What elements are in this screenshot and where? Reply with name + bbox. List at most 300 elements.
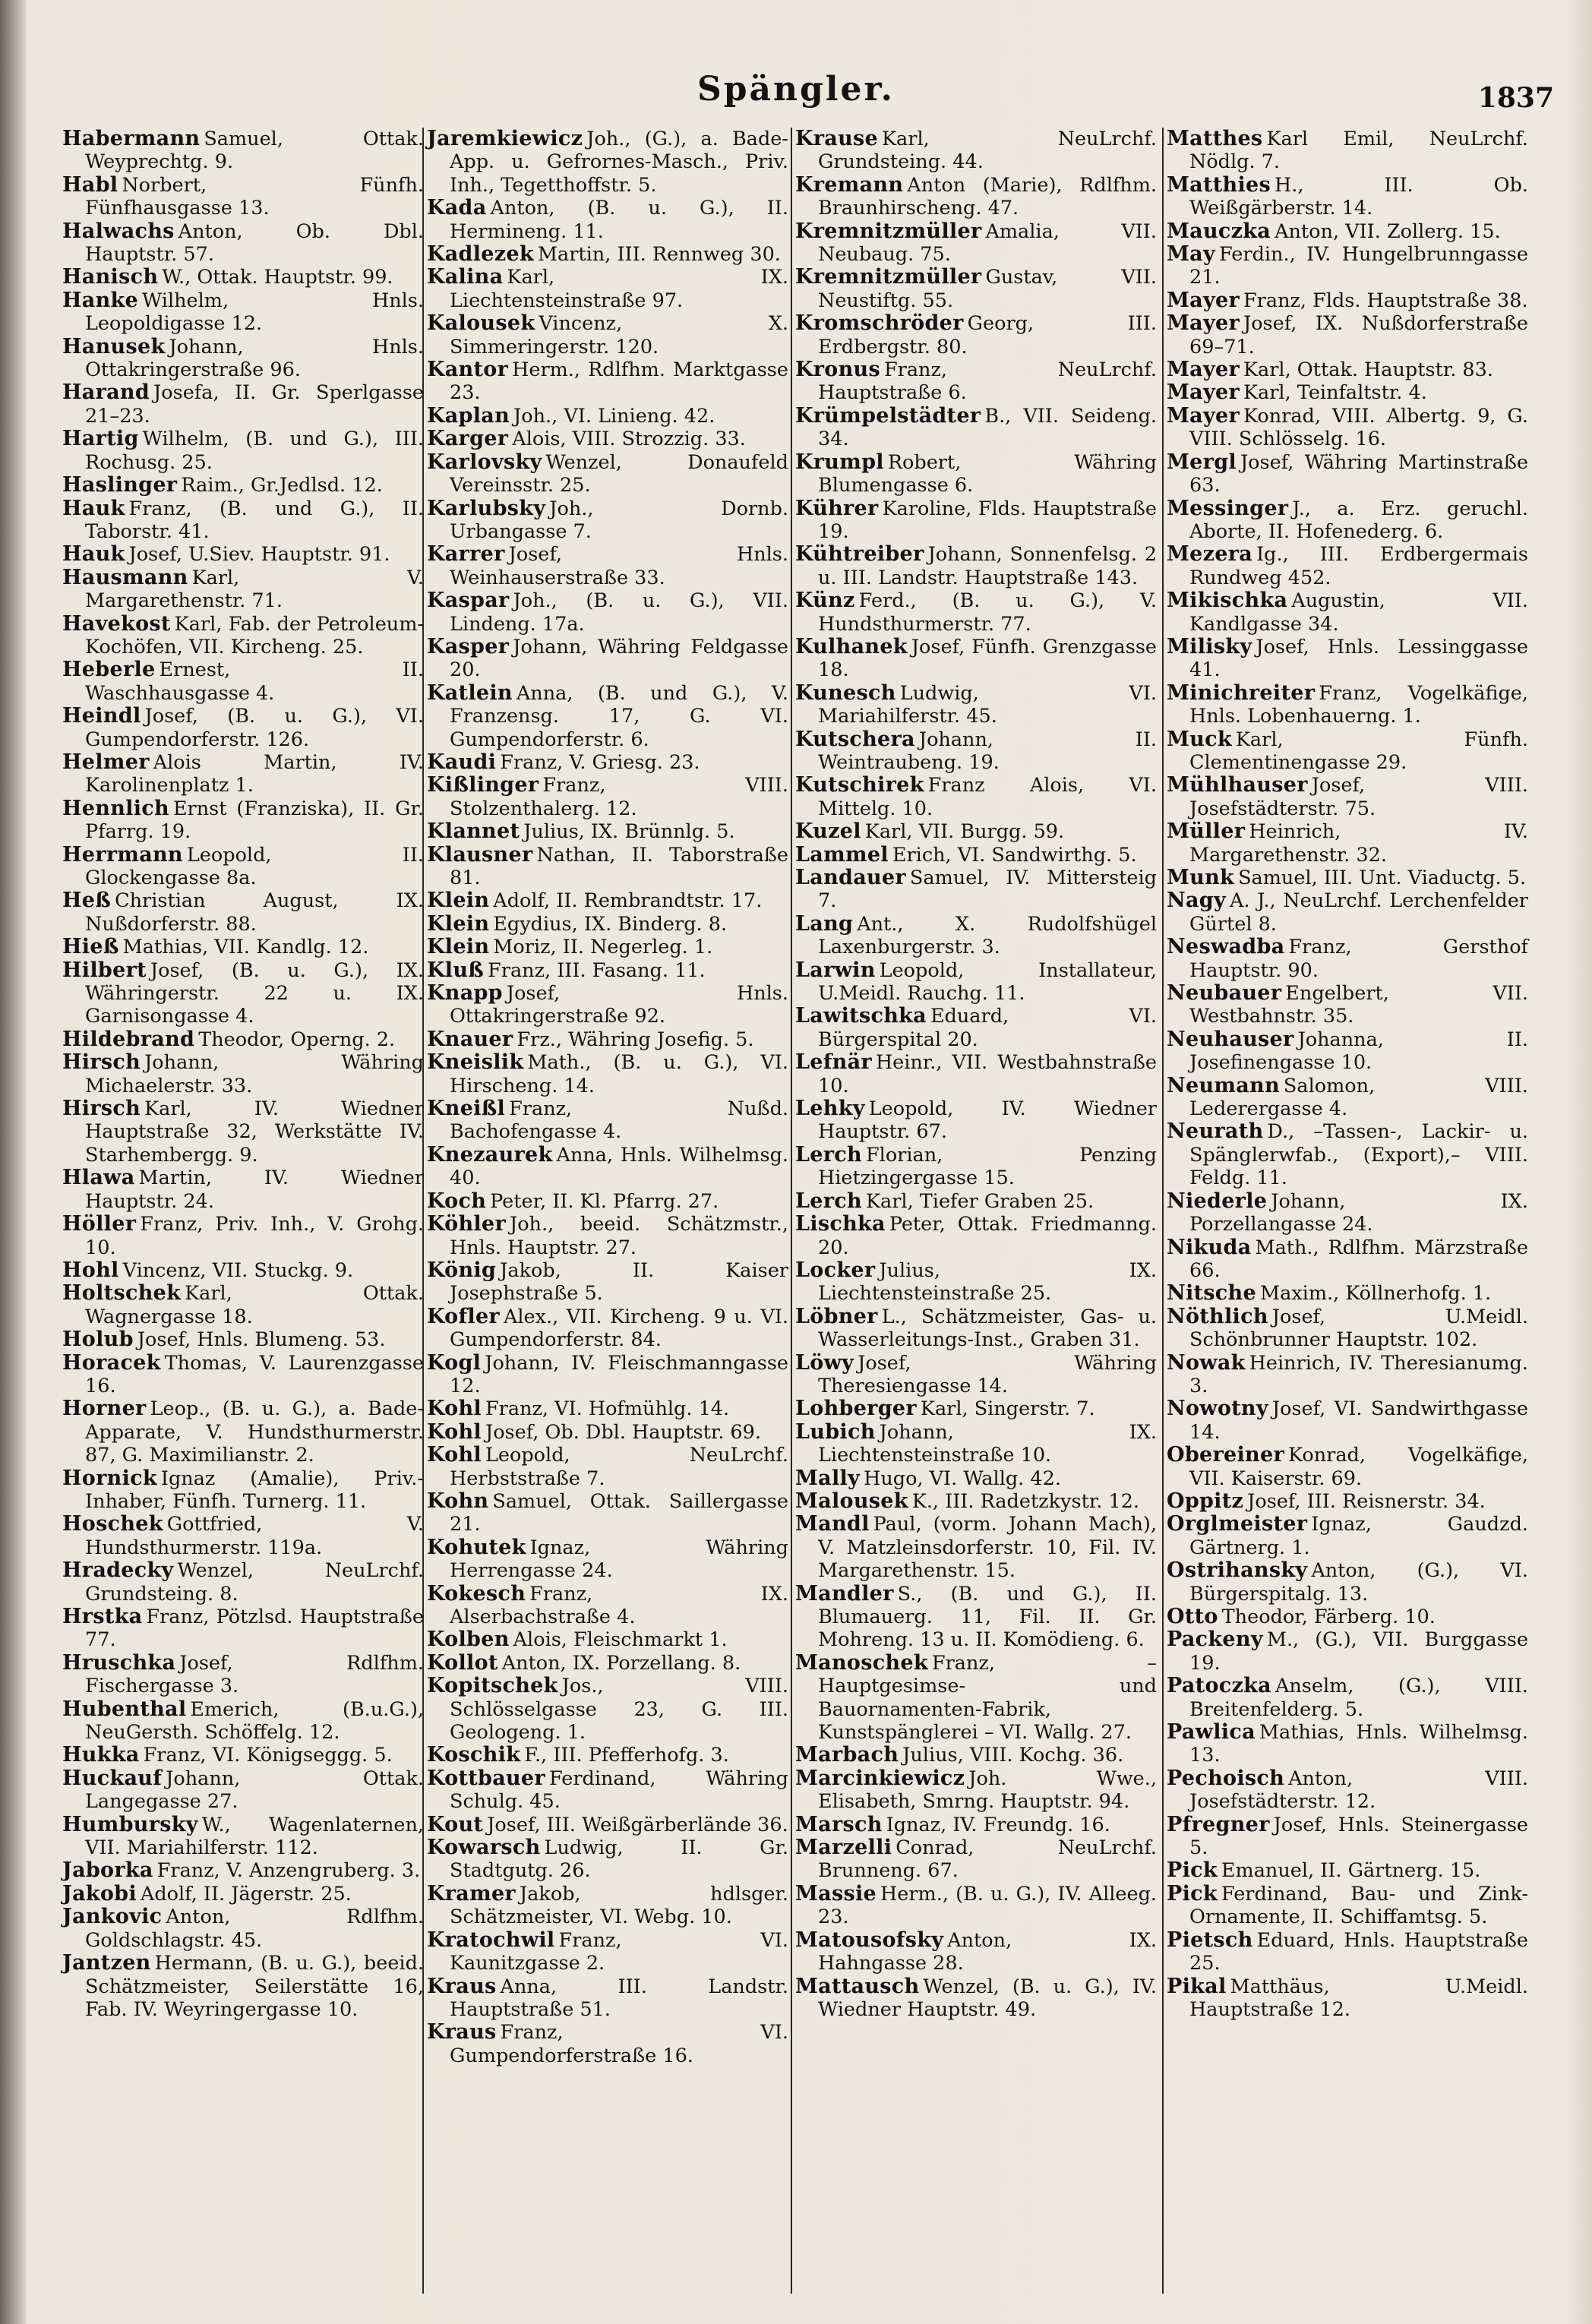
- entry-details: Wilhelm, (B. und G.), III. Rochusg. 25.: [85, 428, 424, 474]
- entry-details: Heinrich, IV. Theresianumg. 3.: [1189, 1351, 1528, 1397]
- entry-details: W., Ottak. Hauptstr. 99.: [162, 266, 393, 289]
- entry-details: Eduard, VI. Bürgerspital 20.: [818, 1005, 1157, 1051]
- entry-name: Horacek: [62, 1350, 161, 1375]
- entry-name: Neuhauser: [1167, 1027, 1294, 1051]
- directory-entry: [427, 1975, 788, 2022]
- directory-entry: [1167, 1975, 1528, 2022]
- entry-details: Johann, IV. Fleischmanngasse 12.: [450, 1351, 788, 1397]
- directory-entry: [427, 1028, 788, 1051]
- page-number: 1837: [1477, 82, 1554, 114]
- entry-details: Johann, II. Weintraubeng. 19.: [818, 728, 1157, 774]
- entry-name: Hilbert: [62, 958, 147, 982]
- entry-details: Vincenz, X. Simmeringerstr. 120.: [450, 312, 788, 358]
- entry-details: Samuel, Ottak. Saillergasse 21.: [450, 1489, 788, 1536]
- entry-name: Larwin: [795, 958, 876, 982]
- entry-name: Karlovsky: [427, 450, 542, 474]
- directory-entry: [427, 1628, 788, 1651]
- entry-details: Joh. Wwe., Elisabeth, Smrng. Hauptstr. 94.: [818, 1767, 1157, 1814]
- entry-details: Wenzel, (B. u. G.), IV. Wiedner Hauptstr. 49.: [818, 1975, 1157, 2021]
- entry-name: Knapp: [427, 981, 503, 1006]
- directory-entry: [1167, 1190, 1528, 1236]
- entry-details: Alois, VIII. Strozzig. 33.: [512, 428, 746, 451]
- entry-details: Karl, VII. Burgg. 59.: [864, 820, 1065, 844]
- entry-details: Moriz, II. Negerleg. 1.: [493, 936, 713, 959]
- directory-entry: [1167, 243, 1528, 289]
- entry-name: Kneislik: [427, 1050, 524, 1075]
- entry-name: Hieß: [62, 935, 119, 959]
- entry-details: Julius, IX. Brünnlg. 5.: [523, 820, 735, 844]
- entry-name: Kalousek: [427, 311, 535, 336]
- entry-name: Hanisch: [62, 265, 159, 289]
- entry-name: Mayer: [1167, 358, 1240, 382]
- entry-name: Jakobi: [62, 1881, 137, 1906]
- entry-details: Leopold, Installateur, U.Meidl. Rauchg. 11.: [818, 958, 1157, 1006]
- entry-details: Mathias, Hnls. Wilhelmsg. 13.: [1189, 1721, 1528, 1767]
- directory-entry: [1167, 774, 1528, 820]
- entry-details: Josef, Fünfh. Grenzgasse 18.: [818, 635, 1157, 682]
- entry-details: Conrad, NeuLrchf. Brunneng. 67.: [818, 1836, 1157, 1883]
- directory-entry: [795, 266, 1157, 312]
- entry-name: Mikischka: [1167, 589, 1288, 613]
- directory-entry: [427, 451, 788, 497]
- entry-details: Samuel, III. Unt. Viaductg. 5.: [1238, 867, 1527, 889]
- entry-name: Kaspar: [427, 589, 510, 613]
- directory-entry: [62, 797, 424, 844]
- directory-entry: [795, 1144, 1157, 1190]
- directory-entry: [427, 636, 788, 682]
- entry-name: Hauk: [62, 542, 125, 567]
- directory-entry: [1167, 1929, 1528, 1975]
- directory-entry: [62, 1259, 424, 1282]
- entry-name: Huckauf: [62, 1766, 163, 1790]
- entry-name: Katlein: [427, 680, 513, 705]
- entry-details: Karl, Ottak. Wagnergasse 18.: [85, 1282, 424, 1328]
- directory-entry: [1167, 1883, 1528, 1929]
- directory-entry: [795, 1814, 1157, 1836]
- entry-name: Kißlinger: [427, 773, 539, 797]
- entry-details: Josef, (B. u. G.), VI. Gumpendorferstr. 126.: [85, 705, 424, 751]
- entry-name: Landauer: [795, 866, 906, 889]
- directory-entry: [795, 1352, 1157, 1398]
- entry-details: Martin, III. Rennweg 30.: [537, 243, 781, 267]
- directory-entry: [62, 381, 424, 428]
- entry-details: Wilhelm, Hnls. Leopoldigasse 12.: [85, 289, 424, 336]
- entry-name: Knauer: [427, 1027, 513, 1051]
- entry-details: Math., (B. u. G.), VI. Hirscheng. 14.: [450, 1051, 788, 1097]
- entry-name: Kasper: [427, 634, 510, 658]
- entry-name: Klannet: [427, 819, 520, 844]
- entry-name: Hlawa: [62, 1166, 135, 1190]
- entry-name: Karrer: [427, 542, 505, 567]
- entry-name: Knezaurek: [427, 1142, 553, 1167]
- entry-name: Krause: [795, 127, 878, 150]
- entry-name: Heindl: [62, 704, 141, 728]
- entry-details: Anton (Marie), Rdlfhm. Braunhirscheng. 47.: [818, 173, 1157, 220]
- entry-details: Math., Rdlfhm. Märzstraße 66.: [1189, 1236, 1528, 1282]
- entry-name: Holtschek: [62, 1281, 182, 1306]
- entry-details: Anna, III. Landstr. Hauptstraße 51.: [450, 1975, 788, 2021]
- directory-entry: [795, 1467, 1157, 1490]
- entry-details: Adolf, II. Rembrandtstr. 17.: [493, 889, 763, 913]
- entry-details: Anton, (B. u. G.), II. Hermineng. 11.: [450, 197, 788, 243]
- directory-entry: [427, 312, 788, 358]
- entry-details: Anton, VII. Zollerg. 15.: [1275, 219, 1501, 243]
- directory-entry: [795, 1259, 1157, 1306]
- entry-name: Lehky: [795, 1097, 865, 1121]
- entry-details: Ignaz, IV. Freundg. 16.: [886, 1813, 1110, 1836]
- entry-details: Paul, (vorm. Johann Mach), V. Matzleinsdorferstr. 10, Fil. IV. Margarethenstr. 15.: [818, 1513, 1157, 1583]
- entry-name: Marbach: [795, 1743, 899, 1767]
- directory-entry: [427, 243, 788, 266]
- entry-details: Konrad, Vogelkäfige, VII. Kaiserstr. 69.: [1189, 1444, 1528, 1490]
- entry-details: Josef, VIII. Josefstädterstr. 75.: [1189, 774, 1528, 820]
- entry-name: Kramer: [427, 1881, 516, 1906]
- entry-name: Marzelli: [795, 1836, 892, 1860]
- directory-entry: [62, 1352, 424, 1398]
- entry-name: Hennlich: [62, 796, 169, 820]
- entry-details: Gustav, VII. Neustiftg. 55.: [818, 266, 1157, 312]
- directory-entry: [1167, 1352, 1528, 1398]
- entry-name: Locker: [795, 1258, 876, 1282]
- directory-entry: [795, 589, 1157, 636]
- directory-entry: [427, 1675, 788, 1744]
- directory-entry: [1167, 1606, 1528, 1628]
- directory-entry: [1167, 1306, 1528, 1352]
- entry-name: Kopitschek: [427, 1674, 558, 1698]
- entry-details: Josef, Hnls. Blumeng. 53.: [137, 1328, 386, 1352]
- entry-name: Muck: [1167, 727, 1232, 751]
- entry-details: Nathan, II. Taborstraße 81.: [450, 843, 788, 889]
- directory-entry: [427, 1883, 788, 1929]
- entry-name: Kokesch: [427, 1581, 526, 1606]
- entry-name: Kuzel: [795, 819, 861, 844]
- entry-name: Kremann: [795, 172, 904, 197]
- entry-details: Karl, Fab. der Petroleum-Kochöfen, VII. Kircheng. 25.: [85, 612, 424, 658]
- directory-entry: [427, 197, 788, 243]
- entry-details: M., (G.), VII. Burggasse 19.: [1189, 1628, 1528, 1675]
- entry-name: Hauk: [62, 496, 125, 520]
- directory-entry: [1167, 1444, 1528, 1490]
- entry-details: Eduard, Hnls. Hauptstraße 25.: [1189, 1928, 1528, 1975]
- entry-name: Kaplan: [427, 403, 510, 428]
- entry-details: Karl, Singerstr. 7.: [920, 1397, 1095, 1421]
- entry-details: Jakob, hdlsger. Schätzmeister, VI. Webg. 10.: [450, 1882, 788, 1929]
- entry-details: Samuel, Ottak. Weyprechtg. 9.: [85, 128, 424, 174]
- entry-details: Karl Emil, NeuLrchf. Nödlg. 7.: [1189, 128, 1528, 174]
- entry-name: Mandler: [795, 1581, 894, 1606]
- directory-entry: [795, 867, 1157, 913]
- entry-name: Mayer: [1167, 403, 1240, 428]
- entry-details: Franz, Nußd. Bachofengasse 4.: [450, 1097, 788, 1144]
- entry-name: Neubauer: [1167, 981, 1282, 1006]
- directory-entry: [1167, 982, 1528, 1028]
- entry-name: Jaborka: [62, 1858, 153, 1883]
- directory-entry: [427, 1767, 788, 1814]
- entry-name: Hildebrand: [62, 1027, 195, 1051]
- directory-entry: [795, 774, 1157, 820]
- directory-entry: [795, 1051, 1157, 1097]
- entry-name: Harand: [62, 380, 150, 405]
- entry-details: Ignaz, Währing Herrengasse 24.: [450, 1536, 788, 1583]
- directory-entry: [62, 1328, 424, 1351]
- entry-name: Kohl: [427, 1397, 482, 1421]
- directory-entry: [62, 844, 424, 890]
- entry-name: Koschik: [427, 1743, 521, 1767]
- directory-entry: [427, 2021, 788, 2067]
- entry-name: Ostrihansky: [1167, 1558, 1308, 1583]
- entry-name: Kada: [427, 196, 487, 220]
- entry-name: Müller: [1167, 819, 1246, 844]
- entry-details: Wenzel, Donaufeld Vereinsstr. 25.: [450, 450, 788, 497]
- entry-name: Massie: [795, 1881, 877, 1906]
- directory-entry: [795, 1929, 1157, 1975]
- entry-details: Leopold, IV. Wiedner Hauptstr. 67.: [818, 1097, 1157, 1144]
- directory-entry: [427, 820, 788, 843]
- entry-name: Herrmann: [62, 842, 183, 867]
- directory-entry: [427, 1814, 788, 1836]
- entry-details: Karl, Tiefer Graben 25.: [865, 1189, 1094, 1213]
- entry-details: Joh., VI. Linieng. 42.: [513, 404, 715, 428]
- entry-details: Josef, Währing Martinstraße 63.: [1189, 450, 1528, 497]
- entry-name: Kratochwil: [427, 1928, 555, 1952]
- directory-entry: [795, 1744, 1157, 1767]
- directory-entry: [62, 336, 424, 382]
- entry-name: Lubich: [795, 1419, 876, 1444]
- entry-name: Kührer: [795, 496, 879, 520]
- entry-details: Franz, VI. Kaunitzgasse 2.: [450, 1928, 788, 1975]
- entry-details: Ignaz, Gaudzd. Gärtnerg. 1.: [1189, 1513, 1528, 1559]
- directory-entry: [1167, 451, 1528, 497]
- entry-name: Lang: [795, 911, 854, 936]
- entry-details: Wenzel, NeuLrchf. Grundsteing. 8.: [85, 1559, 424, 1606]
- directory-column-1: [62, 128, 424, 2021]
- entry-details: Franz, V. Anzengruberg. 3.: [156, 1859, 421, 1883]
- entry-name: Koch: [427, 1189, 487, 1213]
- entry-details: Julius, VIII. Kochg. 36.: [902, 1744, 1124, 1767]
- directory-entry: [62, 959, 424, 1028]
- entry-details: Ferd., (B. u. G.), V. Hundsthurmerstr. 77.: [818, 589, 1157, 636]
- entry-name: Oppitz: [1167, 1489, 1244, 1513]
- directory-entry: [1167, 358, 1528, 381]
- entry-name: Kowarsch: [427, 1836, 541, 1860]
- directory-entry: [62, 497, 424, 544]
- directory-entry: [427, 1421, 788, 1444]
- entry-name: Köhler: [427, 1212, 506, 1236]
- directory-entry: [427, 543, 788, 589]
- directory-entry: [62, 1606, 424, 1652]
- entry-details: Franz, VI. Hofmühlg. 14.: [485, 1397, 730, 1421]
- entry-name: Kohl: [427, 1419, 482, 1444]
- directory-entry: [427, 1097, 788, 1144]
- entry-details: Theodor, Operng. 2.: [198, 1028, 396, 1051]
- directory-entry: [427, 405, 788, 428]
- entry-details: Ferdinand, Währing Schulg. 45.: [450, 1767, 788, 1814]
- entry-details: Frz., Währing Josefig. 5.: [516, 1028, 754, 1051]
- entry-details: Anton, VIII. Josefstädterstr. 12.: [1189, 1767, 1528, 1814]
- directory-entry: [427, 266, 788, 312]
- directory-entry: [795, 1421, 1157, 1467]
- entry-name: Kremnitzmüller: [795, 219, 982, 243]
- entry-details: Karl, Ottak. Hauptstr. 83.: [1243, 358, 1493, 382]
- entry-details: H., III. Ob. Weißgärberstr. 14.: [1189, 173, 1528, 220]
- entry-details: Konrad, VIII. Albertg. 9, G. VIII. Schlösselg. 16.: [1189, 404, 1528, 451]
- directory-entry: [427, 982, 788, 1028]
- entry-details: Karoline, Flds. Hauptstraße 19.: [818, 497, 1157, 543]
- entry-name: Hubenthal: [62, 1697, 187, 1721]
- entry-details: Franz, Pötzlsd. Hauptstraße 77.: [85, 1606, 424, 1652]
- entry-details: Samuel, IV. Mittersteig 7.: [818, 867, 1157, 913]
- directory-entry: [1167, 497, 1528, 544]
- entry-details: Johann, Sonnenfelsg. 2 u. III. Landstr. Hauptstraße 143.: [818, 543, 1157, 589]
- entry-details: F., III. Pfefferhofg. 3.: [524, 1744, 729, 1767]
- entry-details: Anton, Ob. Dbl. Hauptstr. 57.: [85, 219, 424, 267]
- entry-details: Georg, III. Erdbergstr. 80.: [818, 312, 1157, 358]
- directory-entry: [427, 751, 788, 774]
- entry-name: Neurath: [1167, 1119, 1264, 1144]
- entry-details: Salomon, VIII. Lederergasse 4.: [1189, 1074, 1528, 1121]
- entry-details: Josef, VI. Sandwirthgasse 14.: [1189, 1397, 1528, 1444]
- entry-name: Otto: [1167, 1605, 1218, 1628]
- entry-details: Karl, Teinfaltstr. 4.: [1243, 381, 1427, 405]
- directory-entry: [1167, 1120, 1528, 1189]
- entry-name: Kantor: [427, 358, 509, 382]
- entry-details: Karl, V. Margarethenstr. 71.: [85, 566, 424, 613]
- entry-details: S., (B. und G.), II. Blumauerg. 11, Fil. II. Gr. Mohreng. 13 u. II. Komödieng. 6.: [818, 1582, 1157, 1652]
- directory-entry: [62, 174, 424, 220]
- directory-entry: [62, 658, 424, 705]
- entry-details: Jos., VIII. Schlösselgasse 23, G. III. Geologeng. 1.: [450, 1675, 788, 1745]
- directory-entry: [795, 1513, 1157, 1582]
- entry-details: Franz Alois, VI. Mittelg. 10.: [818, 774, 1157, 820]
- entry-details: Anton, Rdlfhm. Goldschlagstr. 45.: [85, 1906, 424, 1952]
- entry-details: Ernst (Franziska), II. Gr. Pfarrg. 19.: [85, 797, 424, 844]
- directory-entry: [1167, 1028, 1528, 1075]
- entry-name: Kunesch: [795, 680, 896, 705]
- directory-entry: [795, 1306, 1157, 1352]
- entry-details: Joh., Dornb. Urbangasse 7.: [450, 497, 788, 543]
- entry-details: Franz, V. Griesg. 23.: [500, 750, 700, 774]
- entry-name: Kaudi: [427, 750, 497, 774]
- entry-details: Vincenz, VII. Stuckg. 9.: [122, 1258, 354, 1282]
- directory-entry: [1167, 312, 1528, 358]
- entry-details: Franz, VI. Gumpendorferstraße 16.: [450, 2021, 788, 2067]
- directory-entry: [427, 1744, 788, 1767]
- entry-name: Kohn: [427, 1489, 489, 1513]
- entry-details: Josef, U.Siev. Hauptstr. 91.: [128, 543, 390, 567]
- directory-entry: [795, 451, 1157, 497]
- directory-entry: [1167, 1559, 1528, 1606]
- entry-details: Josef, Hnls. Lessinggasse 41.: [1189, 635, 1528, 682]
- entry-name: Lerch: [795, 1142, 862, 1167]
- directory-entry: [795, 820, 1157, 843]
- entry-name: Hradecky: [62, 1558, 174, 1583]
- entry-name: Kofler: [427, 1304, 500, 1328]
- entry-details: Anton, IX. Hahngasse 28.: [818, 1928, 1157, 1975]
- directory-entry: [62, 1859, 424, 1882]
- entry-name: Hanke: [62, 288, 139, 312]
- directory-entry: [427, 913, 788, 936]
- directory-entry: [62, 1698, 424, 1745]
- entry-details: Anna, Hnls. Wilhelmsg. 40.: [450, 1143, 788, 1190]
- entry-details: Karl, IX. Liechtensteinstraße 97.: [450, 266, 788, 312]
- entry-name: Malousek: [795, 1489, 908, 1513]
- entry-details: Thomas, V. Laurenzgasse 16.: [85, 1351, 424, 1397]
- entry-details: Peter, II. Kl. Pfarrg. 27.: [490, 1189, 719, 1213]
- entry-details: Egydius, IX. Binderg. 8.: [493, 912, 728, 936]
- directory-entry: [62, 220, 424, 267]
- entry-details: Josef, Ob. Dbl. Hauptstr. 69.: [485, 1420, 761, 1444]
- directory-entry: [427, 1444, 788, 1490]
- entry-name: Kremnitzmüller: [795, 265, 982, 289]
- directory-entry: [795, 174, 1157, 220]
- entry-name: Kronus: [795, 358, 880, 382]
- entry-details: Johann, IX. Porzellangasse 24.: [1189, 1189, 1528, 1236]
- directory-entry: [427, 1051, 788, 1097]
- directory-entry: [62, 428, 424, 474]
- entry-name: Hrstka: [62, 1605, 143, 1628]
- directory-entry: [427, 1836, 788, 1883]
- entry-name: Matthies: [1167, 172, 1271, 197]
- entry-details: Ludwig, VI. Mariahilferstr. 45.: [818, 681, 1157, 728]
- directory-entry: [427, 589, 788, 636]
- entry-name: Nitsche: [1167, 1281, 1256, 1306]
- entry-details: Julius, IX. Liechtensteinstraße 25.: [818, 1258, 1157, 1306]
- directory-entry: [427, 1259, 788, 1306]
- directory-entry: [62, 1513, 424, 1559]
- entry-name: Pfregner: [1167, 1812, 1270, 1836]
- entry-details: Peter, Ottak. Friedmanng. 20.: [818, 1213, 1157, 1259]
- entry-details: Johanna, II. Josefinengasse 10.: [1189, 1028, 1528, 1075]
- entry-name: Minichreiter: [1167, 680, 1316, 705]
- directory-entry: [1167, 405, 1528, 451]
- directory-column-2: [427, 128, 788, 2067]
- entry-name: Kutschera: [795, 727, 915, 751]
- entry-name: Manoschek: [795, 1650, 928, 1675]
- entry-name: Neswadba: [1167, 935, 1285, 959]
- entry-name: König: [427, 1258, 497, 1282]
- entry-details: Raim., Gr.Jedlsd. 12.: [181, 474, 383, 497]
- directory-entry: [795, 543, 1157, 589]
- entry-name: Kout: [427, 1812, 484, 1836]
- entry-details: Karl, NeuLrchf. Grundsteing. 44.: [818, 128, 1157, 174]
- directory-entry: [62, 613, 424, 659]
- directory-entry: [427, 1144, 788, 1190]
- entry-details: L., Schätzmeister, Gas- u. Wasserleitungs-Inst., Graben 31.: [818, 1305, 1157, 1352]
- entry-name: Kolben: [427, 1628, 510, 1652]
- directory-entry: [795, 220, 1157, 267]
- entry-name: Hausmann: [62, 565, 188, 589]
- book-spine-shadow: [0, 0, 26, 2324]
- entry-details: Anton, IX. Porzellang. 8.: [501, 1651, 741, 1675]
- directory-entry: [1167, 381, 1528, 404]
- entry-details: Engelbert, VII. Westbahnstr. 35.: [1189, 982, 1528, 1028]
- entry-details: Josef, Währing Theresiengasse 14.: [818, 1351, 1157, 1397]
- entry-details: Josef, (B. u. G.), IX. Währingerstr. 22 u. IX. Garnisongasse 4.: [85, 958, 424, 1028]
- entry-name: Kalina: [427, 265, 504, 289]
- directory-entry: [1167, 867, 1528, 889]
- entry-name: Mally: [795, 1466, 861, 1490]
- directory-entry: [1167, 1859, 1528, 1882]
- column-divider: [791, 128, 792, 2294]
- entry-name: Mezera: [1167, 542, 1253, 567]
- entry-name: Lammel: [795, 842, 889, 867]
- page-title: Spängler.: [697, 70, 895, 109]
- directory-entry: [62, 128, 424, 174]
- directory-entry: [795, 1397, 1157, 1420]
- entry-details: Josef, Rdlfhm. Fischergasse 3.: [85, 1651, 424, 1698]
- entry-name: Jankovic: [62, 1905, 163, 1929]
- directory-entry: [1167, 1675, 1528, 1721]
